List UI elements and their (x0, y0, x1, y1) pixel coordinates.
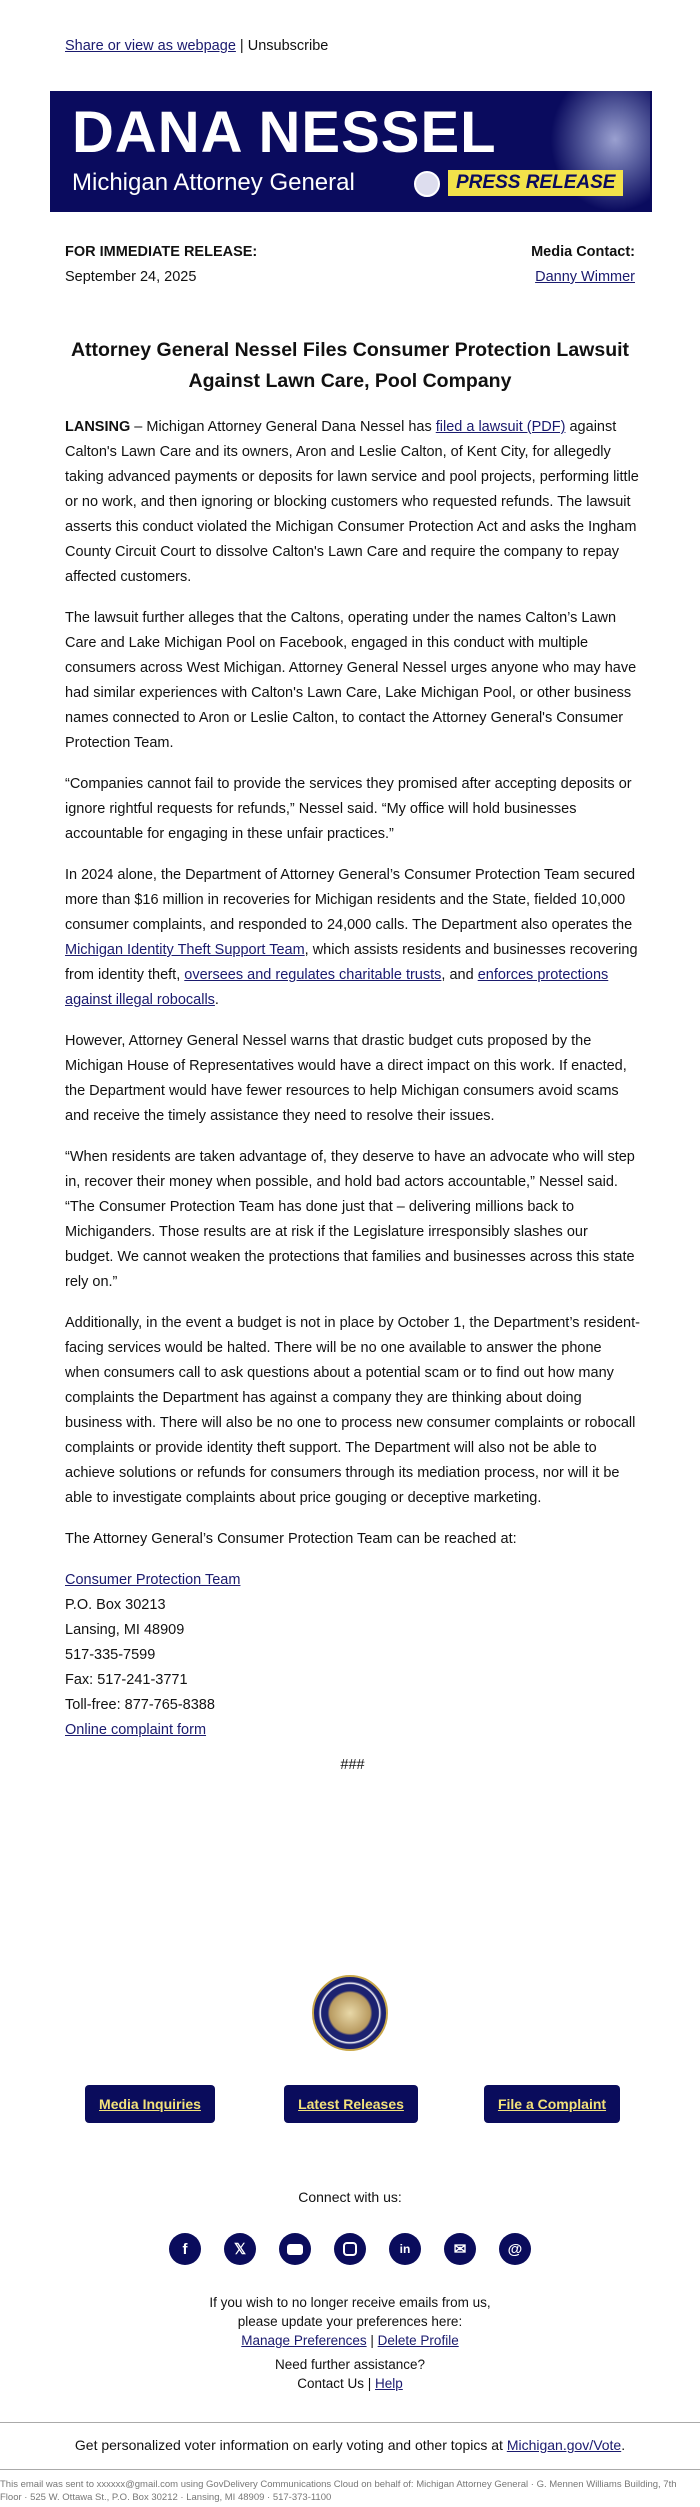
paragraph: Additionally, in the event a budget is not in place by October 1, the Department’s resident-facing services would be halted. There will be no one available to answer the phone when consumers call to ask questions about a potential scam or to find out how many complaints the Department has against a company they are thinking about doing business with. There will also be no one to process new consumer complaints or robocall complaints or provide identity theft support. The Department will also not be able to achieve solutions or refunds for consumers through its mediation process, nor will it be able to investigate complaints about price gouging or deceptive marketing. (65, 1315, 640, 1506)
media-contact-label: Media Contact: (531, 244, 635, 260)
period: . (621, 2437, 626, 2453)
fax: Fax: 517-241-3771 (65, 1672, 188, 1688)
ag-seal-icon (312, 1975, 388, 2051)
media-contact (531, 240, 635, 290)
vote-text: Get personalized voter information on early voting and other topics at (74, 2437, 507, 2453)
file-complaint-button[interactable]: File a Complaint (484, 2085, 620, 2123)
prefs-text: please update your preferences here: (237, 2314, 463, 2329)
release-date: September 24, 2025 (65, 269, 197, 285)
po-box: P.O. Box 30213 (65, 1597, 166, 1613)
top-links (65, 38, 328, 54)
header-banner (50, 91, 652, 212)
facebook-icon[interactable]: f (169, 2233, 201, 2265)
help-text: Need further assistance? (274, 2357, 426, 2372)
identity-theft-link[interactable]: Michigan Identity Theft Support Team (65, 942, 305, 958)
paragraph: “Companies cannot fail to provide the services they promised after accepting deposits or ignore rightful requests for refunds,” Nessel said. “My office will hold businesses accountable for engaging in these unfair practices.” (65, 776, 632, 842)
vote-notice (0, 2436, 700, 2455)
media-contact-link[interactable]: Danny Wimmer (535, 269, 635, 285)
paragraph: “When residents are taken advantage of, they deserve to have an advocate who will step in, recover their money when possible, and hold bad actors accountable,” Nessel said. “The Consumer Protection Team has done just that – delivering millions back to Michiganders. Those results are at risk if the Legislature irresponsibly slashes our budget. We cannot weaken the protections that families and businesses across this state rely on.” (65, 1149, 635, 1290)
complaint-form-link[interactable]: Online complaint form (65, 1722, 207, 1738)
seal-icon (414, 171, 440, 197)
linkedin-icon[interactable]: in (389, 2233, 421, 2265)
separator: | (370, 2333, 374, 2348)
page-title: Attorney General Nessel Files Consumer Protection Lawsuit Against Lawn Care, Pool Company (70, 339, 630, 392)
release-info (65, 240, 257, 290)
contact-address (65, 1568, 640, 1743)
text: against Calton's Lawn Care and its owners, Aron and Leslie Calton, of Kent City, for allegedly taking advanced payments or deposits for lawn service and pool projects, performing little or no work, and then ignoring or blocking customers who requested refunds. The lawsuit asserts this conduct violated the Michigan Consumer Protection Act and asks the Ingham County Circuit Court to dissolve Calton's Lawn Care and require the company to repay affected customers. (65, 419, 639, 585)
toll-free: Toll-free: 877-765-8388 (65, 1697, 215, 1713)
footer-text: This email was sent to xxxxxx@gmail.com using GovDelivery Communications Cloud on behalf of: Michigan Attorney General · G. Mennen Williams Building, 7th Floor · 525 W. Ottawa St., P.O. Box 30212 · Lansing, MI 48909 · 517-373-1100 (0, 2479, 677, 2503)
charitable-trusts-link[interactable]: oversees and regulates charitable trusts (184, 967, 442, 983)
robocalls-link[interactable]: enforces protections against illegal robocalls (65, 967, 609, 1008)
x-icon[interactable]: 𝕏 (224, 2233, 256, 2265)
article-body (65, 415, 640, 1778)
paragraph: The Attorney General’s Consumer Protection Team can be reached at: (65, 1531, 517, 1547)
text: – Michigan Attorney General Dana Nessel has (130, 419, 436, 435)
text: In 2024 alone, the Department of Attorney General’s Consumer Protection Team secured more than $16 million in recoveries for Michigan residents and the State, fielded 10,000 consumer complaints, and responded to 24,000 calls. The Department also operates the (65, 867, 636, 933)
threads-icon[interactable]: @ (499, 2233, 531, 2265)
share-link[interactable]: Share or view as webpage (65, 38, 236, 54)
social-links (0, 2233, 700, 2265)
release-label: FOR IMMEDIATE RELEASE: (65, 244, 258, 260)
latest-releases-button[interactable]: Latest Releases (284, 2085, 418, 2123)
end-mark: ### (340, 1757, 365, 1773)
paragraph (65, 863, 640, 1013)
vote-link[interactable]: Michigan.gov/Vote (506, 2437, 622, 2453)
help-link[interactable]: Help (375, 2376, 403, 2391)
connect-label: Connect with us: (298, 2189, 402, 2205)
divider (0, 2422, 700, 2423)
lawsuit-pdf-link[interactable]: filed a lawsuit (PDF) (435, 419, 566, 435)
email-icon[interactable]: ✉ (444, 2233, 476, 2265)
text: , which assists residents and businesses recovering from identity theft, (65, 942, 638, 983)
press-release-badge: PRESS RELEASE (448, 170, 623, 196)
paragraph: The lawsuit further alleges that the Caltons, operating under the names Calton’s Lawn Care and Lake Michigan Pool on Facebook, engaged in this conduct with multiple consumers across West Michigan. Attorney General Nessel urges anyone who may have had similar experiences with Calton's Lawn Care, Lake Michigan Pool, or other business names connected to Aron or Leslie Calton, to contact the Attorney General's Consumer Protection Team. (65, 610, 637, 751)
dateline: LANSING (65, 419, 131, 435)
help-block (0, 2355, 700, 2393)
paragraph: However, Attorney General Nessel warns that drastic budget cuts proposed by the Michigan House of Representatives would have a direct impact on this work. If enacted, the Department would have fewer resources to help Michigan consumers avoid scams and receive the timely assistance they need to resolve their issues. (65, 1033, 627, 1124)
delete-profile-link[interactable]: Delete Profile (377, 2333, 459, 2348)
unsubscribe-link[interactable]: Unsubscribe (247, 38, 329, 54)
media-inquiries-button[interactable]: Media Inquiries (85, 2085, 215, 2123)
prefs-text: If you wish to no longer receive emails from us, (209, 2295, 491, 2310)
text: , and (441, 967, 478, 983)
consumer-protection-link[interactable]: Consumer Protection Team (65, 1572, 241, 1588)
banner-subtitle: Michigan Attorney General (72, 169, 355, 196)
manage-preferences-link[interactable]: Manage Preferences (241, 2333, 367, 2348)
phone: 517-335-7599 (65, 1647, 156, 1663)
text: . (214, 992, 219, 1008)
divider (0, 2469, 700, 2470)
preferences-block (0, 2293, 700, 2350)
banner-name: DANA NESSEL (72, 100, 497, 165)
separator: | (367, 2376, 372, 2391)
youtube-icon[interactable] (279, 2233, 311, 2265)
separator: | (239, 38, 244, 54)
instagram-icon[interactable] (334, 2233, 366, 2265)
paragraph (65, 415, 640, 590)
city: Lansing, MI 48909 (65, 1622, 185, 1638)
contact-us-text: Contact Us (297, 2376, 364, 2391)
